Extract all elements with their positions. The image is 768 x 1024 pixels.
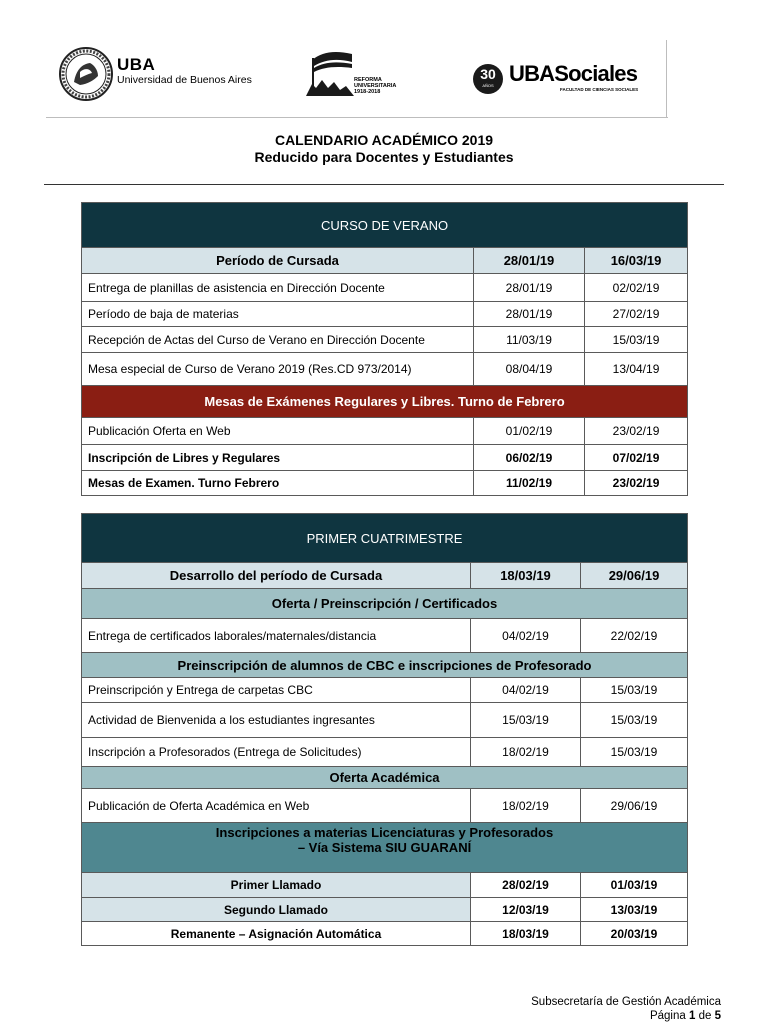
title-rule: [44, 184, 724, 185]
period-end: 16/03/19: [585, 248, 688, 274]
page-sep: de: [698, 1010, 712, 1022]
header-divider-horizontal: [46, 117, 668, 118]
uba-short-name: UBA: [117, 55, 156, 74]
table-row: [82, 327, 688, 353]
subsection-title: Oferta Académica: [82, 767, 688, 789]
row-start: 11/03/19: [474, 327, 585, 353]
row-start: 04/02/19: [471, 619, 581, 653]
subsection-title: [82, 823, 688, 873]
sociales-wordmark: UBASociales: [509, 61, 638, 86]
uba-full-name: Universidad de Buenos Aires: [117, 74, 252, 86]
period-start: 18/03/19: [471, 563, 581, 589]
section-header-row: [82, 203, 688, 248]
row-end: 13/04/19: [585, 353, 688, 386]
row-end: 15/03/19: [585, 327, 688, 353]
subsection-header-row: [82, 767, 688, 789]
table-row: [82, 274, 688, 302]
row-end: 13/03/19: [581, 898, 688, 922]
row-start: 28/02/19: [471, 873, 581, 898]
row-start: 18/02/19: [471, 789, 581, 823]
subsection-title-line2: – Vía Sistema SIU GUARANÍ: [297, 840, 472, 855]
anniversary-badge: [473, 64, 503, 94]
row-label: Mesa especial de Curso de Verano 2019 (Res.CD 973/2014): [82, 353, 474, 386]
primer-cuatrimestre-table: [81, 513, 688, 946]
subsection-header-row: [82, 653, 688, 678]
period-start: 28/01/19: [474, 248, 585, 274]
row-end: 01/03/19: [581, 873, 688, 898]
row-label: Remanente – Asignación Automática: [82, 922, 471, 946]
subsection-title: Oferta / Preinscripción / Certificados: [82, 589, 688, 619]
table-row: [82, 418, 688, 445]
table-row: [82, 898, 688, 922]
verano-table: [81, 202, 688, 496]
row-start: 18/02/19: [471, 738, 581, 767]
page-total: 5: [714, 1010, 721, 1022]
table-row: [82, 471, 688, 496]
row-label: Publicación de Oferta Académica en Web: [82, 789, 471, 823]
subsection-header-row: [82, 589, 688, 619]
row-end: 23/02/19: [585, 471, 688, 496]
uba-wordmark: [117, 56, 252, 86]
row-label: Entrega de planillas de asistencia en Dirección Docente: [82, 274, 474, 302]
table-row: [82, 922, 688, 946]
period-label: Período de Cursada: [82, 248, 474, 274]
document-title: [0, 132, 768, 166]
title-line1: CALENDARIO ACADÉMICO 2019: [274, 132, 494, 148]
row-end: 22/02/19: [581, 619, 688, 653]
reforma-line2: UNIVERSITARIA: [354, 83, 397, 90]
row-label: Entrega de certificados laborales/maternales/distancia: [82, 619, 471, 653]
subsection-title-line1: Inscripciones a materias Licenciaturas y Profesorados: [215, 825, 554, 840]
subsection-title: Mesas de Exámenes Regulares y Libres. Turno de Febrero: [82, 386, 688, 418]
badge-number: 30: [480, 66, 496, 82]
period-row: [82, 248, 688, 274]
page-number: [531, 1009, 721, 1023]
row-end: 15/03/19: [581, 678, 688, 703]
period-label: Desarrollo del período de Cursada: [82, 563, 471, 589]
table-row: [82, 353, 688, 386]
row-start: 28/01/19: [474, 274, 585, 302]
row-end: 02/02/19: [585, 274, 688, 302]
row-start: 11/02/19: [474, 471, 585, 496]
row-start: 08/04/19: [474, 353, 585, 386]
row-label: Preinscripción y Entrega de carpetas CBC: [82, 678, 471, 703]
row-start: 15/03/19: [471, 703, 581, 738]
page-prefix: Página: [649, 1010, 686, 1022]
table-row: [82, 302, 688, 327]
table-row: [82, 738, 688, 767]
table-row: [82, 678, 688, 703]
row-label: Inscripción de Libres y Regulares: [82, 445, 474, 471]
row-end: 07/02/19: [585, 445, 688, 471]
row-end: 27/02/19: [585, 302, 688, 327]
table-row: [82, 619, 688, 653]
header-divider-vertical: [666, 40, 667, 118]
row-end: 23/02/19: [585, 418, 688, 445]
title-line2: Reducido para Docentes y Estudiantes: [254, 149, 514, 165]
reforma-line1: REFORMA: [354, 77, 382, 83]
row-label: Publicación Oferta en Web: [82, 418, 474, 445]
subsection-title: Preinscripción de alumnos de CBC e inscripciones de Profesorado: [82, 653, 688, 678]
row-label: Mesas de Examen. Turno Febrero: [82, 471, 474, 496]
row-start: 28/01/19: [474, 302, 585, 327]
row-end: 29/06/19: [581, 789, 688, 823]
row-start: 04/02/19: [471, 678, 581, 703]
row-start: 18/03/19: [471, 922, 581, 946]
row-end: 15/03/19: [581, 738, 688, 767]
table-row: [82, 703, 688, 738]
period-end: 29/06/19: [581, 563, 688, 589]
page-current: 1: [688, 1010, 696, 1022]
row-end: 15/03/19: [581, 703, 688, 738]
table-row: [82, 445, 688, 471]
row-start: 12/03/19: [471, 898, 581, 922]
row-label: Inscripción a Profesorados (Entrega de Solicitudes): [82, 738, 471, 767]
row-start: 01/02/19: [474, 418, 585, 445]
subsection-header-row: [82, 823, 688, 873]
subsection-header-row: [82, 386, 688, 418]
reforma-text: [354, 77, 396, 95]
period-row: [82, 563, 688, 589]
row-label: Actividad de Bienvenida a los estudiantes ingresantes: [82, 703, 471, 738]
uba-seal-logo: [58, 46, 114, 102]
row-label: Recepción de Actas del Curso de Verano en Dirección Docente: [82, 327, 474, 353]
badge-label: AÑOS: [482, 83, 494, 88]
table-row: [82, 789, 688, 823]
reforma-flag-logo: [306, 46, 354, 98]
sociales-subtitle: FACULTAD DE CIENCIAS SOCIALES: [560, 87, 639, 92]
row-end: 20/03/19: [581, 922, 688, 946]
row-start: 06/02/19: [474, 445, 585, 471]
footer-department: Subsecretaría de Gestión Académica: [531, 996, 721, 1008]
row-label: Primer Llamado: [82, 873, 471, 898]
table-row: [82, 873, 688, 898]
section-title: PRIMER CUATRIMESTRE: [82, 514, 688, 563]
section-header-row: [82, 514, 688, 563]
row-label: Segundo Llamado: [82, 898, 471, 922]
page-footer: [531, 995, 721, 1023]
section-title: CURSO DE VERANO: [82, 203, 688, 248]
row-label: Período de baja de materias: [82, 302, 474, 327]
reforma-years: 1918-2018: [354, 89, 381, 96]
